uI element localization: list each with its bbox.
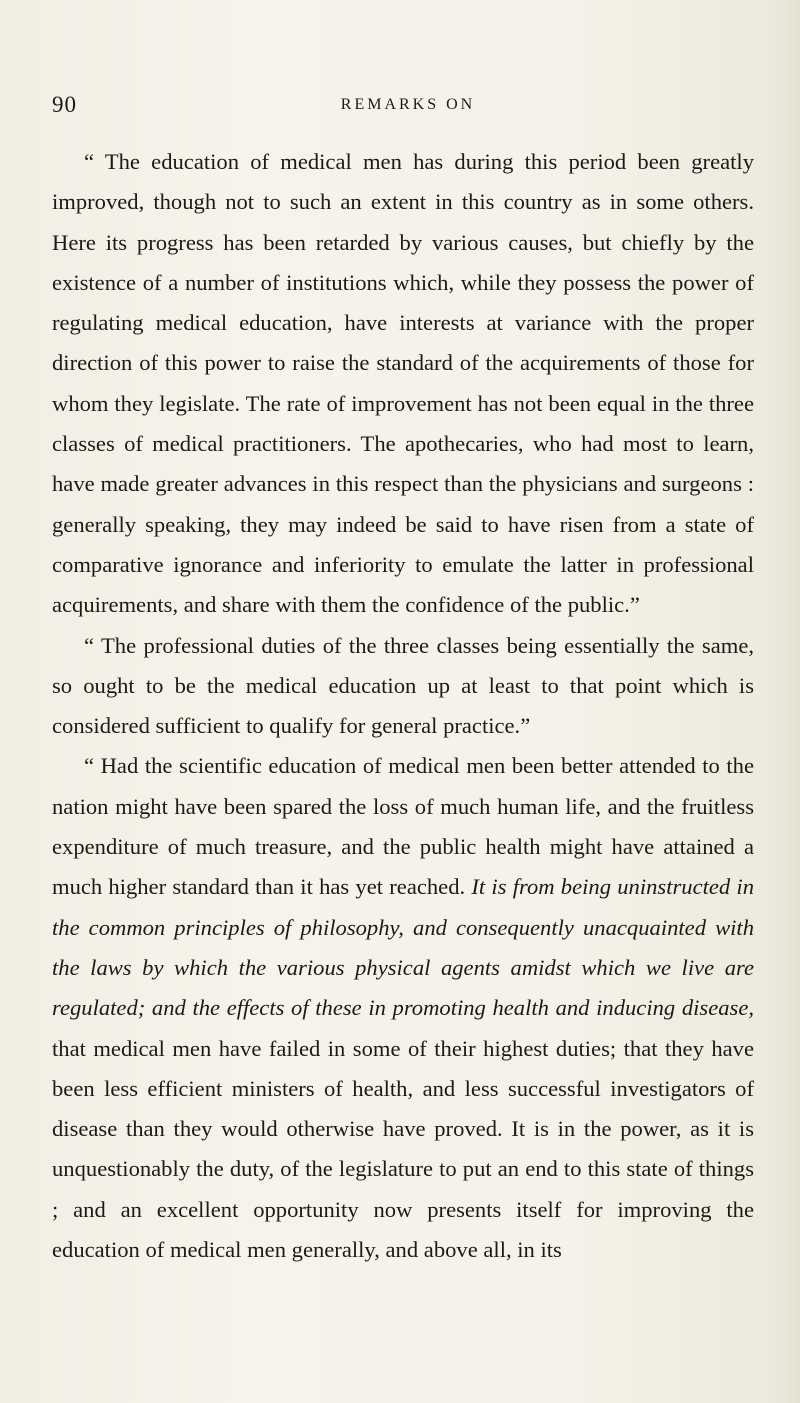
running-head [52, 92, 750, 122]
paragraph-scientific-education [52, 746, 754, 1270]
paragraph-text-after-italic: that medical men have failed in some of their highest duties; that they have been less efficient ministers of health, and less successful investigators of disease than they would otherwise have proved. It is in the power, as it is unquestionably the duty, of the legislature to put an end to this state of things ; and an excellent opportunity now presents itself for improving the education of medical men generally, and above all, in its [52, 1035, 754, 1263]
page-number: 90 [52, 92, 77, 117]
paragraph-professional-duties: “ The professional duties of the three classes being essentially the same, so ought to be the medical education up at least to that point which is considered sufficient to qualify for general practice.” [52, 632, 754, 739]
running-title: REMARKS ON [340, 96, 476, 113]
paragraph-education-improved: “ The education of medical men has during this period been greatly improved, though not to such an extent in this country as in some others. Here its progress has been retarded by various causes, but chiefly by the existence of a number of institutions which, while they possess the power of regulating medical education, have interests at variance with the proper direction of this power to raise the standard of the acquirements of those for whom they legislate. The rate of improvement has not been equal in the three classes of medical practitioners. The apothecaries, who had most to learn, have made greater advances in this respect than the physicians and surgeons : generally speaking, they may indeed be said to have risen from a state of comparative ignorance and inferiority to emulate the latter in professional acquirements, and share with them the confidence of the public.” [52, 149, 754, 618]
italic-passage: It is from being uninstructed in the common principles of philosophy, and consequently unacquainted with the laws by which the various physical agents amidst which we live are regulated; and the effects of these in promoting health and inducing disease, [52, 874, 755, 1021]
body-text [52, 142, 754, 1270]
paragraph-text-before-italic: “ Had the scientific education of medical men been better attended to the nation might have been spared the loss of much human life, and the fruitless expenditure of much treasure, and the public health might have attained a much higher standard than it has yet reached. [52, 753, 754, 900]
